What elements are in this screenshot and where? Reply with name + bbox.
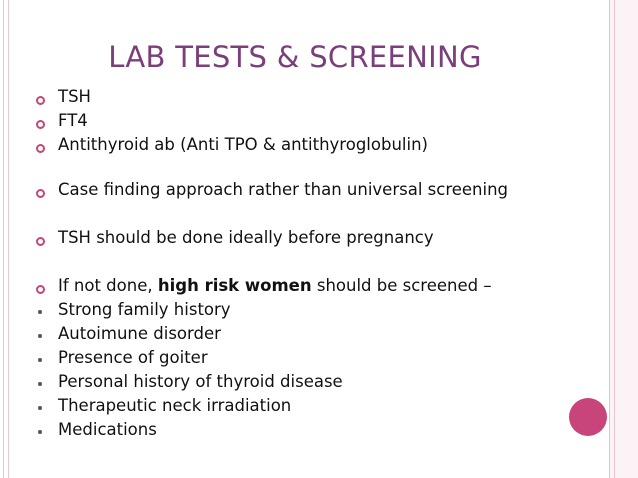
dot-bullet-icon: [38, 406, 42, 410]
right-decor-rule: [614, 0, 615, 478]
dot-bullet-icon: [38, 310, 42, 314]
ring-bullet-icon: [36, 120, 45, 129]
list-item: Autoimune disorder: [58, 324, 221, 343]
dot-bullet-icon: [38, 382, 42, 386]
ring-bullet-icon: [36, 144, 45, 153]
decorative-circle: [569, 398, 607, 436]
list-item: Therapeutic neck irradiation: [58, 396, 292, 415]
screening-suffix: should be screened –: [311, 276, 492, 295]
ring-bullet-icon: [36, 237, 45, 246]
list-item: Antithyroid ab (Anti TPO & antithyroglobulin): [58, 135, 428, 154]
list-item: Personal history of thyroid disease: [58, 372, 343, 391]
ring-bullet-icon: [36, 285, 45, 294]
list-item: Case finding approach rather than universal screening: [58, 180, 509, 199]
right-decor-band: [609, 0, 638, 478]
list-item-screening: [58, 276, 492, 295]
list-item: TSH: [58, 87, 91, 106]
list-item: Medications: [58, 420, 157, 439]
slide-title: LAB TESTS & SCREENING: [108, 40, 482, 74]
list-item: Strong family history: [58, 300, 231, 319]
list-item: TSH should be done ideally before pregnancy: [58, 228, 434, 247]
screening-emphasis: high risk women: [157, 276, 312, 295]
ring-bullet-icon: [36, 189, 45, 198]
dot-bullet-icon: [38, 334, 42, 338]
list-item: Presence of goiter: [58, 348, 208, 367]
list-item: FT4: [58, 111, 88, 130]
dot-bullet-icon: [38, 430, 42, 434]
screening-prefix: If not done,: [58, 276, 158, 295]
dot-bullet-icon: [38, 358, 42, 362]
ring-bullet-icon: [36, 96, 45, 105]
